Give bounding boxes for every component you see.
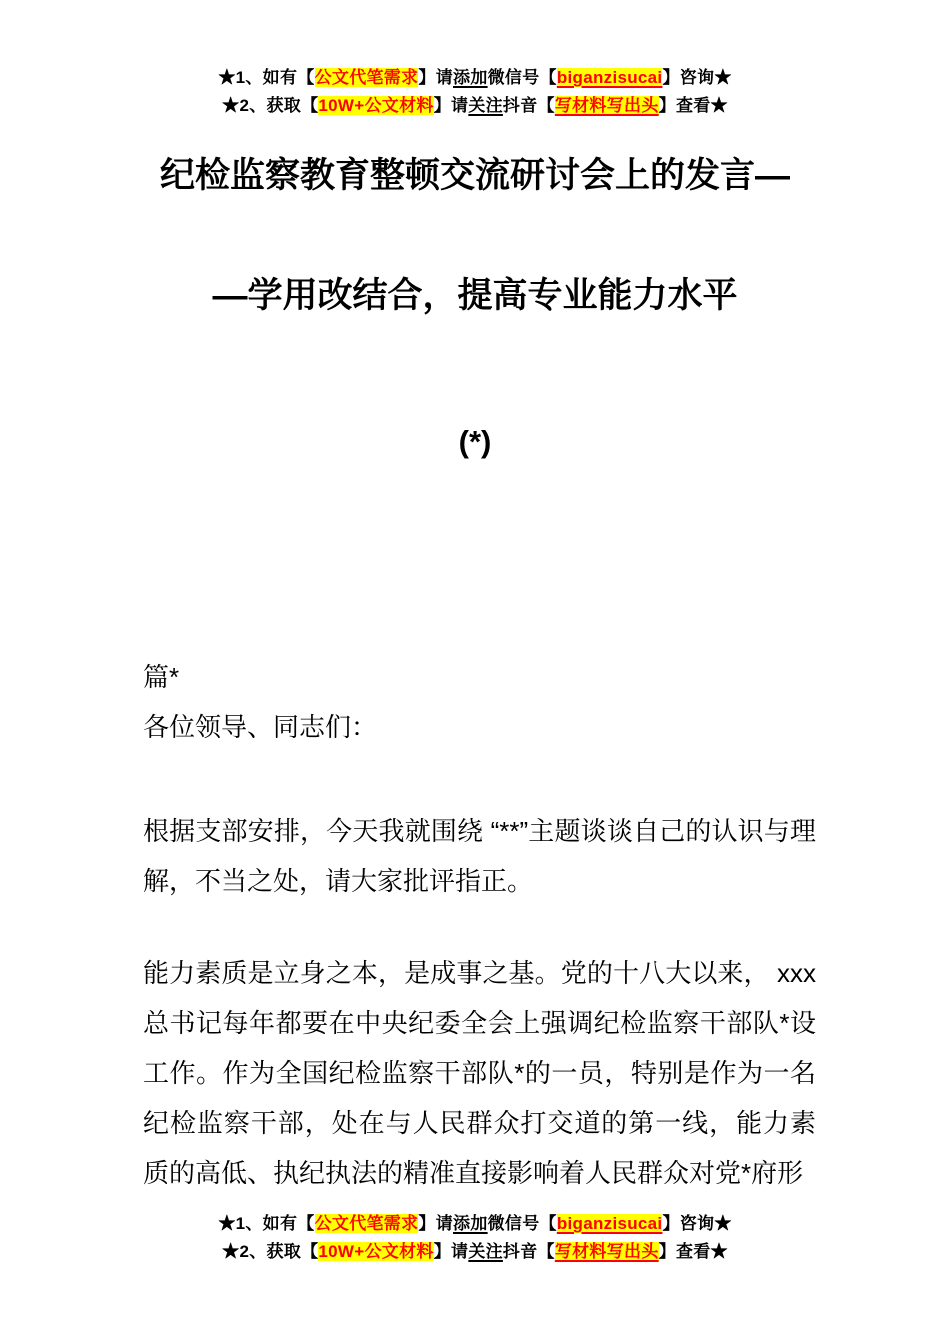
materials-highlight: 10W+公文材料 <box>318 1242 434 1261</box>
promo-text: 】咨询★ <box>662 68 732 87</box>
doc-title-line-2: —学用改结合，提高专业能力水平 <box>212 276 738 315</box>
promo-text: 微信号【 <box>487 1214 557 1233</box>
doc-title-line-1: 纪检监察教育整顿交流研讨会上的发言— <box>159 156 790 195</box>
promo-text: 】请 <box>433 96 469 115</box>
paragraph-1: 根据支部安排，今天我就围绕 “**”主题谈谈自己的认识与理解，不当之处，请大家批评指正。 <box>143 816 816 896</box>
title-note: (*) <box>458 424 492 459</box>
service-name-highlight: 公文代笔需求 <box>314 68 419 87</box>
add-action-underlined: 添加 <box>453 1214 488 1233</box>
document-body <box>0 652 950 1198</box>
promo-banner-bottom <box>0 1210 950 1266</box>
promo-text: 抖音【 <box>502 96 555 115</box>
paragraph-2: 能力素质是立身之本，是成事之基。党的十八大以来， xxx总书记每年都要在中央纪委全会上强调纪检监察干部队*设工作。作为全国纪检监察干部队*的一员，特别是作为一名纪检监察干部，处在与人民群众打交道的第一线，能力素质的高低、执纪执法的精准直接影响着人民群众对党*府形 <box>143 958 816 1188</box>
promo-bottom-line-1 <box>0 1210 950 1238</box>
promo-text: 抖音【 <box>502 1242 555 1261</box>
promo-text: 】查看★ <box>658 1242 728 1261</box>
follow-action-underlined: 关注 <box>468 96 503 115</box>
add-action-underlined: 添加 <box>453 68 488 87</box>
section-label: 篇* <box>143 662 180 692</box>
salutation: 各位领导、同志们： <box>143 712 378 742</box>
promo-text: ★1、如有【 <box>218 68 315 87</box>
wechat-id-highlight: biganzisucai <box>556 1214 663 1233</box>
promo-text: ★2、获取【 <box>222 96 319 115</box>
promo-text: 】请 <box>418 68 454 87</box>
promo-text: ★2、获取【 <box>222 1242 319 1261</box>
promo-text: 】请 <box>418 1214 454 1233</box>
douyin-id-highlight: 写材料写出头 <box>554 1242 659 1261</box>
promo-text: 】请 <box>433 1242 469 1261</box>
promo-top-line-2 <box>0 92 950 120</box>
materials-highlight: 10W+公文材料 <box>318 96 434 115</box>
service-name-highlight: 公文代笔需求 <box>314 1214 419 1233</box>
douyin-id-highlight: 写材料写出头 <box>554 96 659 115</box>
promo-text: 】咨询★ <box>662 1214 732 1233</box>
promo-text: ★1、如有【 <box>218 1214 315 1233</box>
promo-text: 微信号【 <box>487 68 557 87</box>
wechat-id-highlight: biganzisucai <box>556 68 663 87</box>
follow-action-underlined: 关注 <box>468 1242 503 1261</box>
promo-text: 】查看★ <box>658 96 728 115</box>
promo-bottom-line-2 <box>0 1238 950 1266</box>
promo-banner-top <box>0 0 950 120</box>
promo-top-line-1 <box>0 64 950 92</box>
